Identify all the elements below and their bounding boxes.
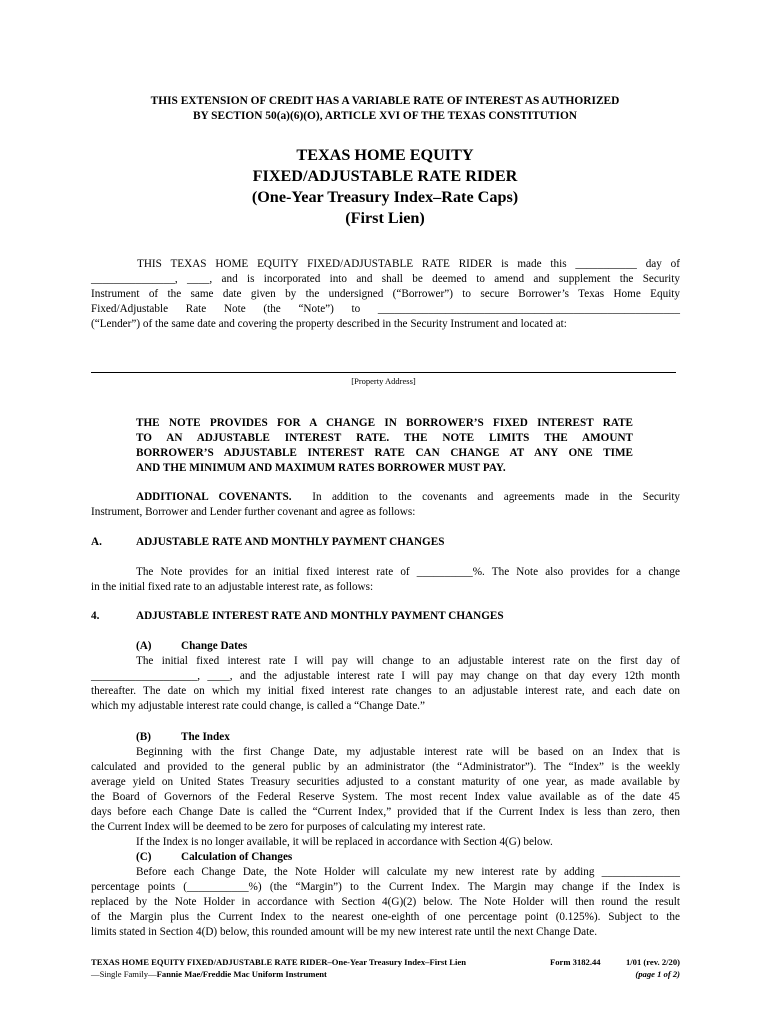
property-address-label: [Property Address] [351, 376, 416, 386]
title-line-3: (One-Year Treasury Index–Rate Caps) [251, 188, 519, 206]
covenants-line-2: Instrument, Borrower and Lender further covenant and agree as follows: [91, 506, 416, 518]
header-line-2: BY SECTION 50(a)(6)(O), ARTICLE XVI OF THE TEXAS CONSTITUTION [192, 110, 578, 122]
footer-form-number: Form 3182.44 [550, 957, 601, 967]
footer-page-number: (page 1 of 2) [635, 969, 680, 979]
sub-c-line-5: limits stated in Section 4(D) below, this rounded amount will be my new interest rate until the next Change Date. [91, 926, 598, 938]
property-address-line [91, 372, 676, 373]
sub-b-line-1: Beginning with the first Change Date, my adjustable interest rate will be based on an Index that is [136, 746, 680, 758]
footer-instrument [91, 968, 327, 980]
sub-b-label: (B) [136, 731, 151, 743]
notice-line-1: THE NOTE PROVIDES FOR A CHANGE IN BORROWER’S FIXED INTEREST RATE [136, 417, 633, 429]
notice-line-3: BORROWER’S ADJUSTABLE INTEREST RATE CAN CHANGE AT ANY ONE TIME [136, 447, 633, 459]
intro-line-1: THIS TEXAS HOME EQUITY FIXED/ADJUSTABLE RATE RIDER is made this ___________ day of [137, 258, 680, 270]
sub-c-heading: Calculation of Changes [181, 851, 293, 863]
sub-c-line-2: percentage points (___________%) (the “Margin”) to the Current Index. The Margin may change if the Index is [91, 881, 680, 893]
section-a-line-2: in the initial fixed rate to an adjustable interest rate, as follows: [91, 581, 374, 593]
sub-a-label: (A) [136, 640, 152, 652]
footer-title: TEXAS HOME EQUITY FIXED/ADJUSTABLE RATE RIDER–One-Year Treasury Index–First Lien [91, 957, 466, 967]
sub-b-line-4: the Board of Governors of the Federal Reserve System. The most recent Index value available as of the date 45 [91, 791, 680, 803]
sub-c-line-3: replaced by the Note Holder in accordance with Section 4(G)(2) below. The Note Holder will then round the result [91, 896, 680, 908]
sub-b-heading: The Index [181, 731, 230, 743]
title-line-1: TEXAS HOME EQUITY [296, 146, 474, 164]
section-4-heading: ADJUSTABLE INTEREST RATE AND MONTHLY PAYMENT CHANGES [136, 610, 504, 622]
sub-b-line-5: days before each Change Date is called the “Current Index,” provided that if the Current Index is less than zero, then [91, 806, 680, 818]
sub-a-heading: Change Dates [181, 640, 248, 652]
sub-c-label: (C) [136, 851, 152, 863]
section-a-number: A. [91, 536, 102, 548]
footer-single-family: —Single Family— [91, 969, 157, 979]
covenants-text: In addition to the covenants and agreements made in the Security [312, 491, 681, 503]
sub-c-line-1: Before each Change Date, the Note Holder will calculate my new interest rate by adding ______________ [136, 866, 680, 878]
footer-uniform-instrument: Fannie Mae/Freddie Mac Uniform Instrument [156, 969, 327, 979]
intro-line-3: Instrument of the same date given by the undersigned (“Borrower”) to secure Borrower’s Texas Home Equity [91, 288, 680, 300]
covenants-heading: ADDITIONAL COVENANTS. [136, 491, 292, 503]
sub-b-line-2: calculated and provided to the general public by an administrator (the “Administrator”). The “Index” is the weekly [91, 761, 680, 773]
section-a-heading: ADJUSTABLE RATE AND MONTHLY PAYMENT CHANGES [136, 536, 445, 548]
intro-line-5: (“Lender”) of the same date and covering the property described in the Security Instrument and located at: [91, 318, 567, 330]
intro-line-4: Fixed/Adjustable Rate Note (the “Note”) to ______________________________________________________ [91, 303, 680, 315]
section-a-line-1: The Note provides for an initial fixed interest rate of __________%. The Note also provides for a change [136, 566, 680, 578]
title-line-2: FIXED/ADJUSTABLE RATE RIDER [252, 167, 518, 185]
title-line-4: (First Lien) [345, 209, 425, 227]
sub-c-line-4: of the Margin plus the Current Index to the nearest one-eighth of one percentage point (0.125%). Subject to the [91, 911, 680, 923]
intro-line-2: _______________, ____, and is incorporated into and shall be deemed to amend and supplement the Security [91, 273, 680, 285]
sub-a-line-4: which my adjustable interest rate could change, is called a “Change Date.” [91, 700, 425, 712]
sub-a-line-1: The initial fixed interest rate I will pay will change to an adjustable interest rate on the first day of [136, 655, 680, 667]
header-line-1: THIS EXTENSION OF CREDIT HAS A VARIABLE RATE OF INTEREST AS AUTHORIZED [150, 95, 620, 107]
section-4-number: 4. [91, 610, 100, 622]
sub-b-line-3: average yield on United States Treasury securities adjusted to a constant maturity of one year, as made available by [91, 776, 680, 788]
sub-a-line-3: thereafter. The date on which my initial fixed interest rate changes to an adjustable interest rate, and each date on [91, 685, 680, 697]
covenants-line-1 [136, 490, 680, 505]
notice-line-2: TO AN ADJUSTABLE INTEREST RATE. THE NOTE LIMITS THE AMOUNT [136, 432, 633, 444]
sub-b-line-7: If the Index is no longer available, it will be replaced in accordance with Section 4(G) below. [136, 836, 553, 848]
sub-a-line-2: ___________________, ____, and the adjustable interest rate I will pay may change on that day every 12th month [91, 670, 680, 682]
footer-revision: 1/01 (rev. 2/20) [625, 957, 680, 967]
notice-line-4: AND THE MINIMUM AND MAXIMUM RATES BORROWER MUST PAY. [136, 462, 506, 474]
sub-b-line-6: the Current Index will be deemed to be zero for purposes of calculating my interest rate. [91, 821, 486, 833]
